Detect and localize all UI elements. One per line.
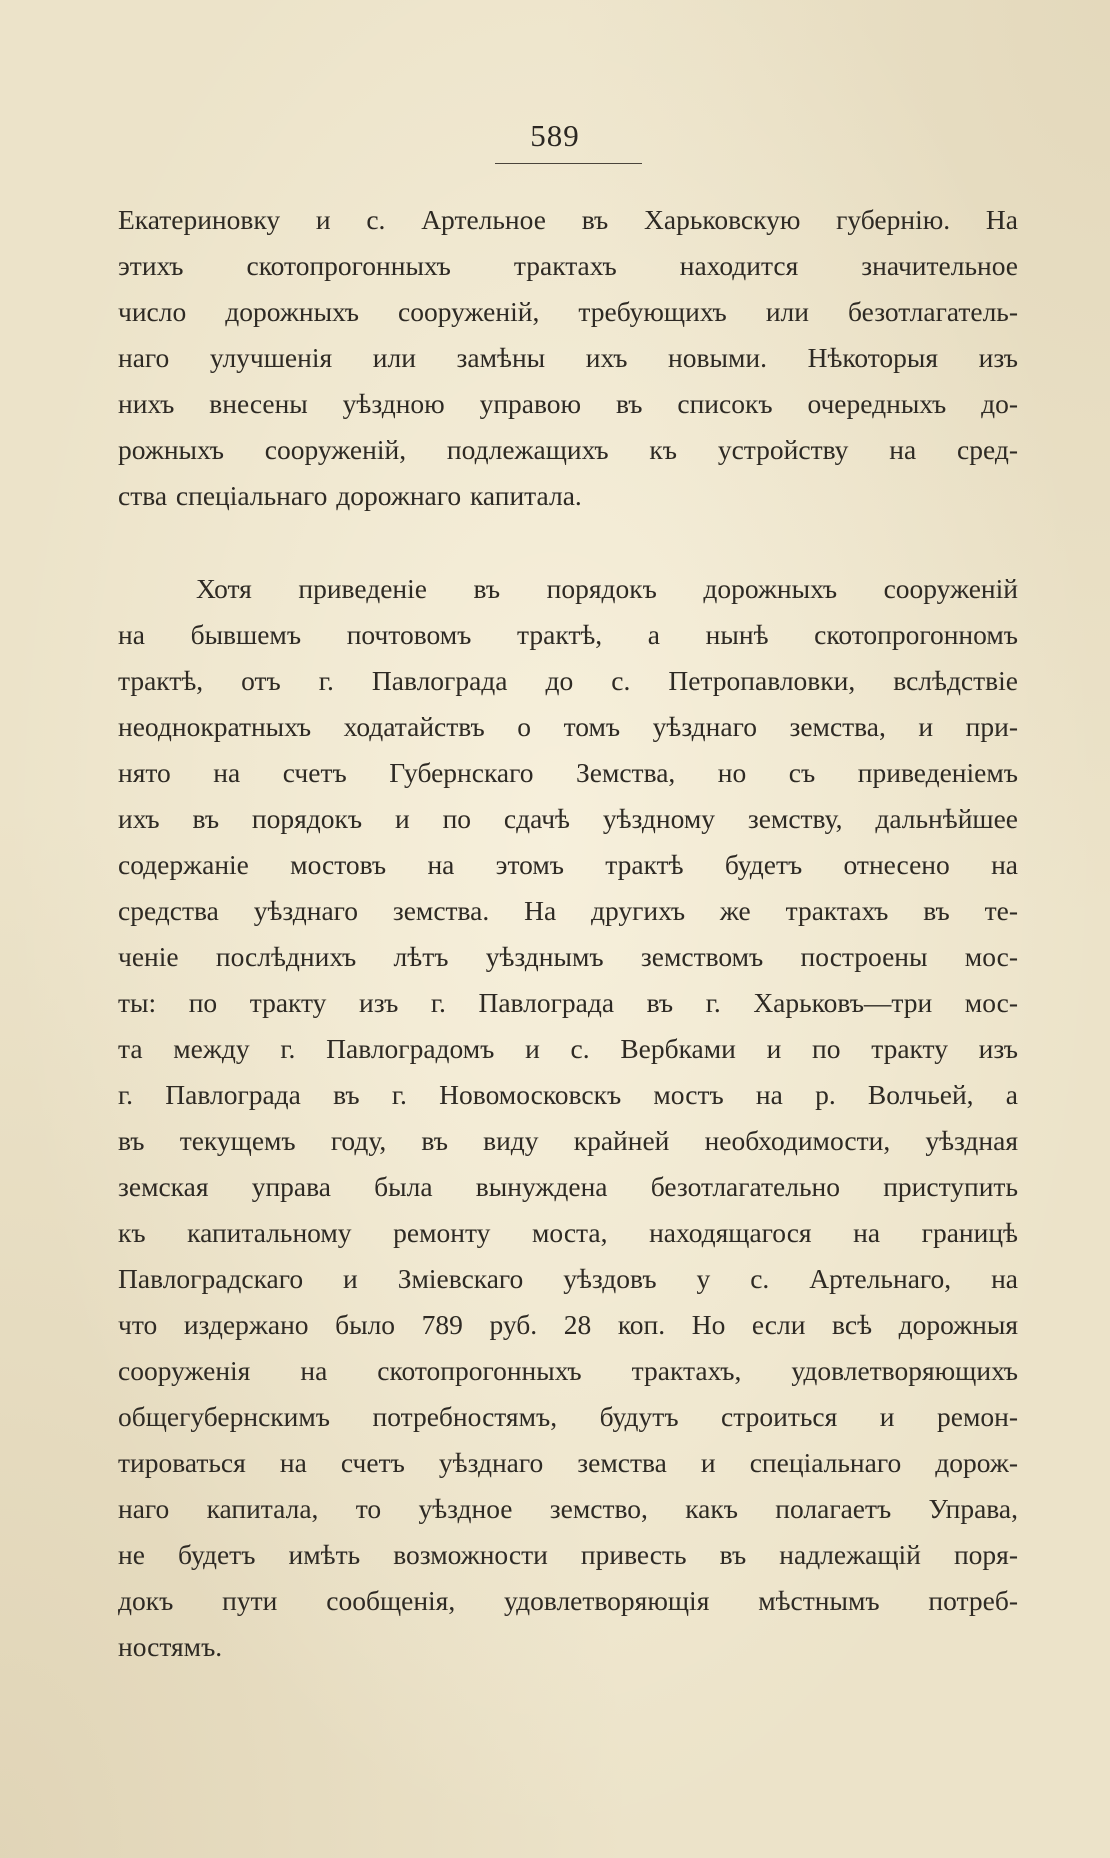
text-line: содержаніе мостовъ на этомъ трактѣ будетъ отнесено на [118, 849, 1018, 880]
text-line: Хотя приведеніе въ порядокъ дорожныхъ сооруженій [196, 573, 1018, 604]
text-line: тироваться на счетъ уѣзднаго земства и спеціальнаго дорож- [118, 1447, 1018, 1478]
paragraph-1 [118, 197, 1018, 519]
text-line: этихъ скотопрогонныхъ трактахъ находится значительное [118, 250, 1018, 281]
text-line: докъ пути сообщенія, удовлетворяющія мѣстнымъ потреб- [118, 1585, 1018, 1616]
text-line: неоднократныхъ ходатайствъ о томъ уѣзднаго земства, и при- [118, 711, 1018, 742]
text-line: трактѣ, отъ г. Павлограда до с. Петропавловки, вслѣдствіе [118, 665, 1018, 696]
text-line: Павлоградскаго и Зміевскаго уѣздовъ у с. Артельнаго, на [118, 1263, 1018, 1294]
page-number-rule [495, 163, 642, 164]
text-line: наго улучшенія или замѣны ихъ новыми. Нѣкоторыя изъ [118, 342, 1018, 373]
text-line: сооруженія на скотопрогонныхъ трактахъ, удовлетворяющихъ [118, 1355, 1018, 1386]
text-line: Екатериновку и с. Артельное въ Харьковскую губернію. На [118, 204, 1018, 235]
text-line: къ капитальному ремонту моста, находящагося на границѣ [118, 1217, 1018, 1248]
text-line: ты: по тракту изъ г. Павлограда въ г. Харьковъ—три мос- [118, 987, 1018, 1018]
text-line: рожныхъ сооруженій, подлежащихъ къ устройству на сред- [118, 434, 1018, 465]
text-line: число дорожныхъ сооруженій, требующихъ или безотлагатель- [118, 296, 1018, 327]
text-line: та между г. Павлоградомъ и с. Вербками и по тракту изъ [118, 1033, 1018, 1064]
text-line: на бывшемъ почтовомъ трактѣ, а нынѣ скотопрогонномъ [118, 619, 1018, 650]
paragraph-2 [118, 566, 1018, 1670]
text-line: въ текущемъ году, въ виду крайней необходимости, уѣздная [118, 1125, 1018, 1156]
text-line: общегубернскимъ потребностямъ, будутъ строиться и ремон- [118, 1401, 1018, 1432]
text-line: что издержано было 789 руб. 28 коп. Но если всѣ дорожныя [118, 1309, 1018, 1340]
text-line: средства уѣзднаго земства. На другихъ же трактахъ въ те- [118, 895, 1018, 926]
text-line: ностямъ. [118, 1631, 223, 1662]
text-line: ченіе послѣднихъ лѣтъ уѣзднымъ земствомъ построены мос- [118, 941, 1018, 972]
text-line: г. Павлограда въ г. Новомосковскъ мостъ на р. Волчьей, а [118, 1079, 1018, 1110]
text-line: нято на счетъ Губернскаго Земства, но съ приведеніемъ [118, 757, 1018, 788]
text-line: нихъ внесены уѣздною управою въ списокъ очередныхъ до- [118, 388, 1018, 419]
text-line: наго капитала, то уѣздное земство, какъ полагаетъ Управа, [118, 1493, 1018, 1524]
text-line: ства спеціальнаго дорожнаго капитала. [118, 480, 582, 511]
text-line: земская управа была вынуждена безотлагательно приступить [118, 1171, 1018, 1202]
text-line: ихъ въ порядокъ и по сдачѣ уѣздному земству, дальнѣйшее [118, 803, 1018, 834]
page-number: 589 [530, 118, 580, 153]
text-line: не будетъ имѣть возможности привесть въ надлежащій поря- [118, 1539, 1018, 1570]
